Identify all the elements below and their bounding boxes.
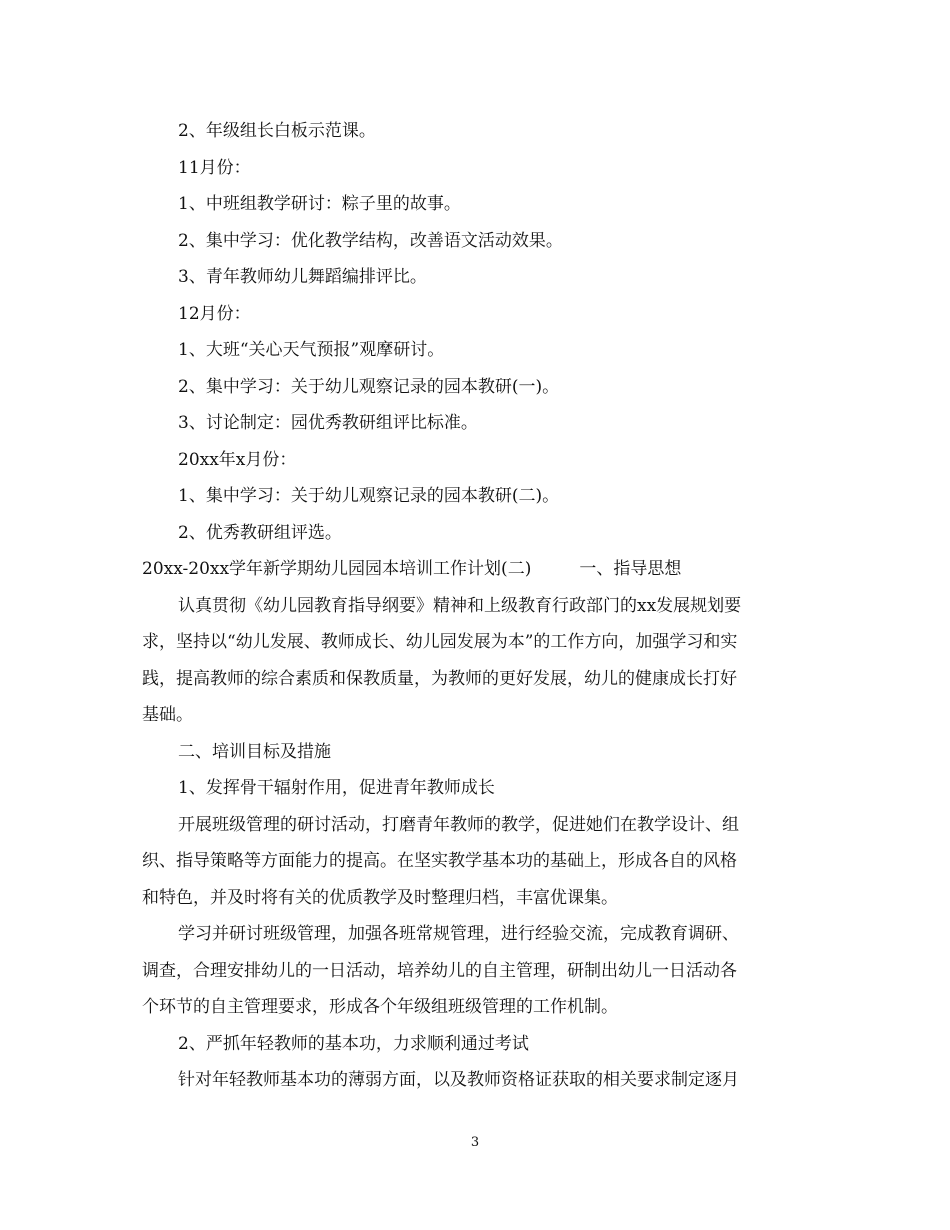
month-heading: 12月份：: [178, 304, 251, 324]
month-heading: 20xx年x月份：: [178, 450, 297, 470]
section-heading: 二、培训目标及措施: [178, 742, 331, 762]
section-heading: 一、指导思想: [579, 559, 682, 579]
page-number: 3: [470, 1135, 480, 1150]
subsection-heading: 2、严抓年轻教师的基本功，力求顺利通过考试: [178, 1034, 529, 1054]
paragraph-line: 开展班级管理的研讨活动，打磨青年教师的教学，促进她们在教学设计、组: [178, 815, 739, 835]
list-item: 2、集中学习：优化教学结构，改善语文活动效果。: [178, 231, 563, 251]
paragraph-line: 践，提高教师的综合素质和保教质量，为教师的更好发展，幼儿的健康成长打好: [142, 669, 737, 689]
list-item: 2、集中学习：关于幼儿观察记录的园本教研(一)。: [178, 377, 560, 397]
list-item: 1、集中学习：关于幼儿观察记录的园本教研(二)。: [178, 486, 560, 506]
list-item: 1、中班组教学研讨：粽子里的故事。: [178, 194, 461, 214]
document-title-row: [142, 557, 810, 581]
paragraph-line: 学习并研讨班级管理，加强各班常规管理，进行经验交流，完成教育调研、: [178, 924, 739, 944]
list-item: 3、讨论制定：园优秀教研组评比标准。: [178, 413, 478, 433]
document-title: 20xx-20xx学年新学期幼儿园园本培训工作计划(二): [142, 559, 532, 579]
paragraph-line: 基础。: [142, 705, 193, 725]
list-item: 2、优秀教研组评选。: [178, 523, 342, 543]
paragraph-line: 针对年轻教师基本功的薄弱方面，以及教师资格证获取的相关要求制定逐月: [178, 1070, 739, 1090]
paragraph-line: 认真贯彻《幼儿园教育指导纲要》精神和上级教育行政部门的xx发展规划要: [178, 596, 742, 616]
paragraph-line: 和特色，并及时将有关的优质教学及时整理归档，丰富优课集。: [142, 888, 618, 908]
paragraph-line: 求，坚持以“幼儿发展、教师成长、幼儿园发展为本”的工作方向，加强学习和实: [142, 632, 738, 652]
paragraph-line: 织、指导策略等方面能力的提高。在坚实教学基本功的基础上，形成各自的风格: [142, 851, 737, 871]
paragraph-line: 个环节的自主管理要求，形成各个年级组班级管理的工作机制。: [142, 997, 618, 1017]
month-heading: 11月份：: [178, 158, 251, 178]
subsection-heading: 1、发挥骨干辐射作用，促进青年教师成长: [178, 778, 495, 798]
list-item: 1、大班“关心天气预报”观摩研讨。: [178, 340, 445, 360]
list-item: 2、年级组长白板示范课。: [178, 121, 376, 141]
paragraph-line: 调查，合理安排幼儿的一日活动，培养幼儿的自主管理，研制出幼儿一日活动各: [142, 961, 737, 981]
list-item: 3、青年教师幼儿舞蹈编排评比。: [178, 267, 427, 287]
